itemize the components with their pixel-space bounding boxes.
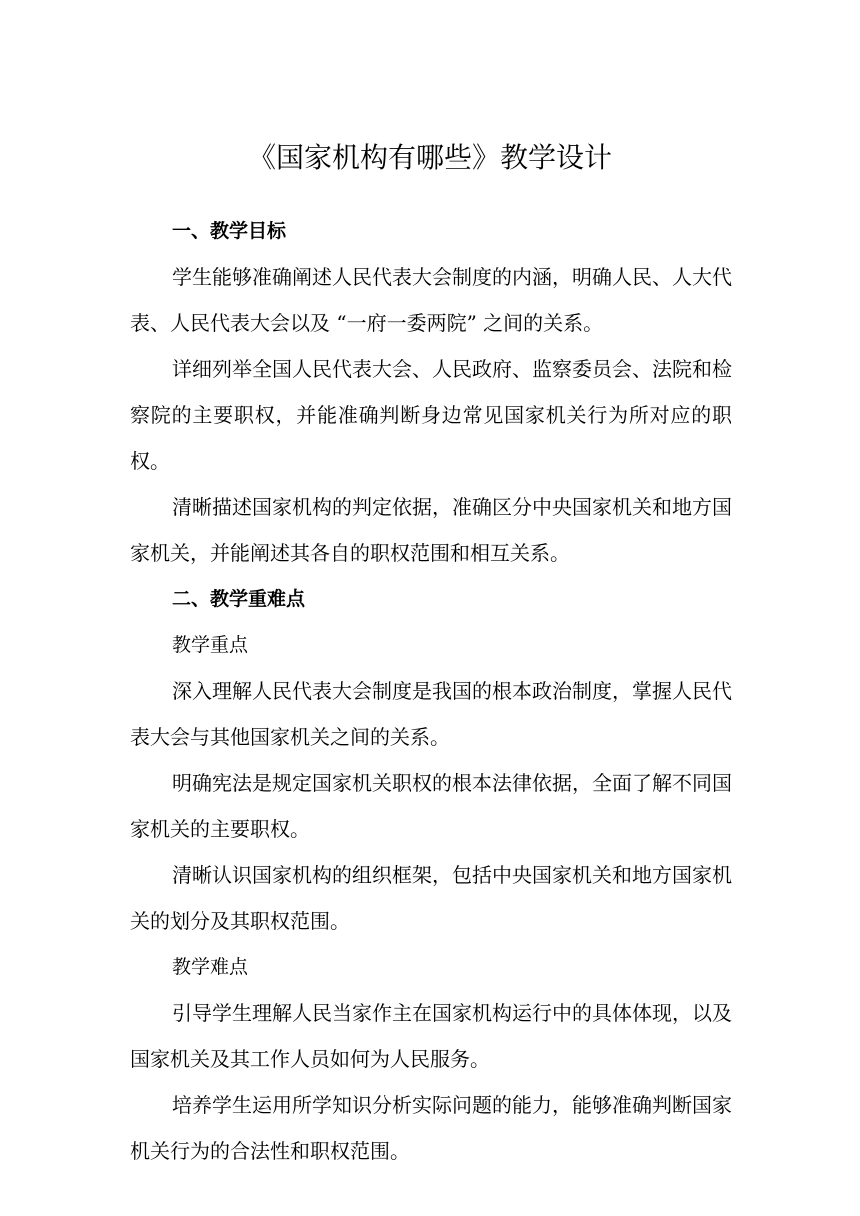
document-body — [130, 208, 732, 1174]
section-heading-key-difficult-points: 二、教学重难点 — [172, 588, 306, 610]
paragraph: 清晰描述国家机构的判定依据，准确区分中央国家机关和地方国家机关，并能阐述其各自的职权范围和相互关系。 — [130, 495, 732, 565]
paragraph: 引导学生理解人民当家作主在国家机构运行中的具体体现，以及国家机关及其工作人员如何为人民服务。 — [130, 1001, 732, 1071]
paragraph: 明确宪法是规定国家机关职权的根本法律依据，全面了解不同国家机关的主要职权。 — [130, 771, 732, 841]
paragraph: 清晰认识国家机构的组织框架，包括中央国家机关和地方国家机关的划分及其职权范围。 — [130, 863, 732, 933]
subheading-difficult-points: 教学难点 — [172, 956, 249, 978]
paragraph: 培养学生运用所学知识分析实际问题的能力，能够准确判断国家机关行为的合法性和职权范围。 — [130, 1093, 732, 1163]
section-heading-objectives: 一、教学目标 — [172, 220, 287, 242]
paragraph: 深入理解人民代表大会制度是我国的根本政治制度，掌握人民代表大会与其他国家机关之间的关系。 — [130, 679, 732, 749]
paragraph: 学生能够准确阐述人民代表大会制度的内涵，明确人民、人大代表、人民代表大会以及 “一府一委两院” 之间的关系。 — [130, 265, 732, 335]
paragraph: 详细列举全国人民代表大会、人民政府、监察委员会、法院和检察院的主要职权，并能准确判断身边常见国家机关行为所对应的职权。 — [130, 357, 732, 473]
subheading-key-points: 教学重点 — [172, 634, 249, 656]
document-title: 《国家机构有哪些》教学设计 — [247, 141, 612, 174]
